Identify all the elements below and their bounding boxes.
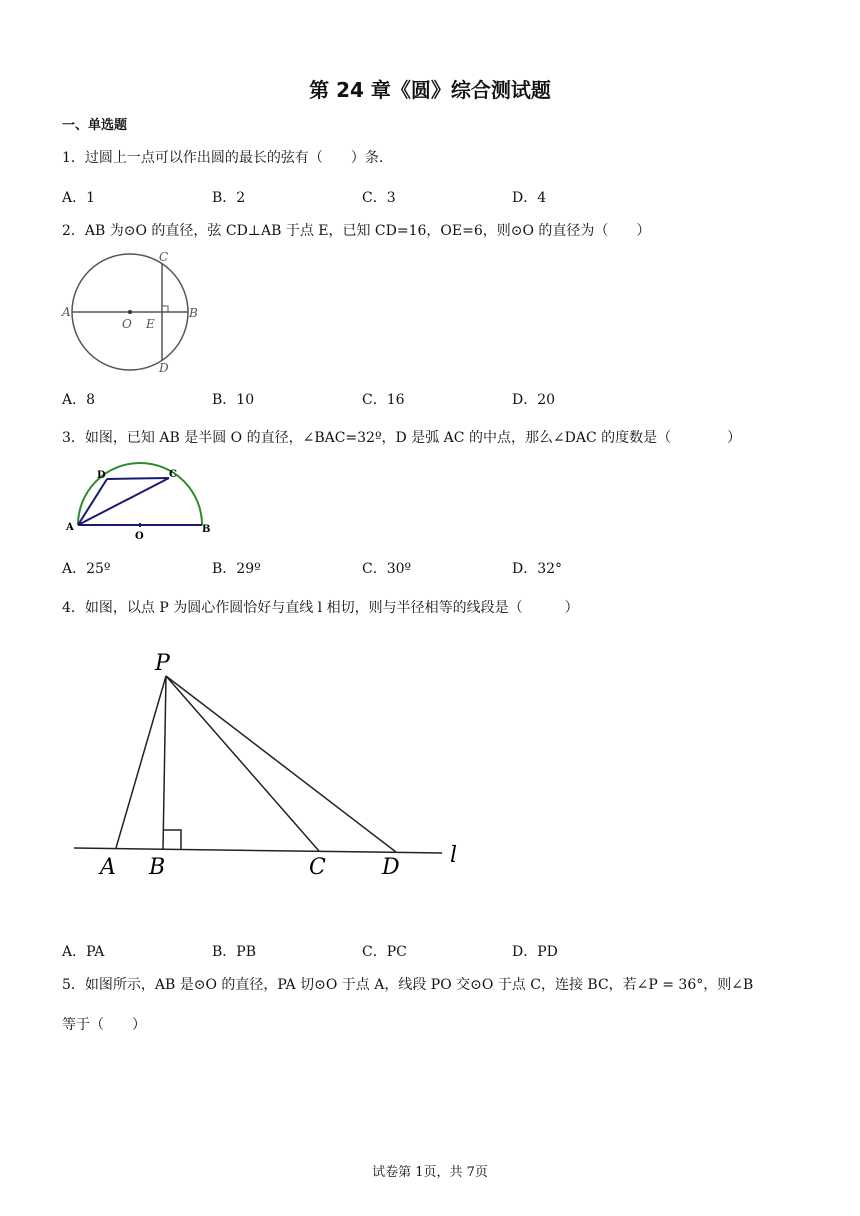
label-d: D — [382, 855, 400, 880]
option-c: C．PC — [362, 944, 407, 960]
option-b: B．PB — [212, 944, 256, 960]
option-d: D．4 — [512, 190, 547, 206]
label-p: P — [155, 651, 170, 676]
label-a: A — [62, 305, 71, 319]
option-b: B．2 — [212, 190, 246, 206]
option-c: C．30º — [362, 561, 412, 577]
option-a: A．PA — [62, 944, 105, 960]
option-d: D．PD — [512, 944, 558, 960]
right-angle-mark — [163, 830, 181, 849]
label-a: A — [100, 855, 116, 880]
option-b: B．29º — [212, 561, 261, 577]
question-4-figure — [70, 640, 470, 885]
option-d: D．32° — [512, 561, 563, 577]
label-a: A — [66, 522, 74, 533]
segment-pc — [166, 676, 319, 851]
option-a: A．8 — [62, 392, 96, 408]
label-o: O — [122, 317, 132, 331]
question-1-text: 1．过圆上一点可以作出圆的最长的弦有（ ）条. — [62, 150, 384, 166]
option-c: C．16 — [362, 392, 405, 408]
label-c: C — [169, 469, 177, 480]
question-3-options — [62, 558, 822, 578]
label-b: B — [149, 855, 166, 880]
question-4-text: 4．如图，以点 P 为圆心作圆恰好与直线 l 相切，则与半径相等的线段是（ ） — [62, 600, 579, 616]
label-b: B — [202, 524, 211, 535]
label-d: D — [159, 361, 169, 375]
question-3-figure — [62, 462, 217, 542]
section-heading: 一、单选题 — [62, 118, 128, 133]
option-b: B．10 — [212, 392, 255, 408]
label-c: C — [309, 855, 326, 880]
segment-dc — [107, 478, 169, 479]
label-l: l — [450, 843, 458, 868]
label-o: O — [135, 531, 144, 542]
label-b: B — [189, 306, 198, 320]
label-c: C — [159, 250, 169, 264]
question-2-figure — [60, 248, 205, 376]
question-2-text: 2．AB 为⊙O 的直径，弦 CD⊥AB 于点 E，已知 CD=16，OE=6，则⊙O 的直径为（ ） — [62, 223, 651, 239]
question-3-text: 3．如图，已知 AB 是半圆 O 的直径，∠BAC=32º，D 是弧 AC 的中点，那么∠DAC 的度数是（ ） — [62, 430, 742, 446]
center-dot — [128, 310, 132, 314]
question-5-text-cont: 等于（ ） — [62, 1017, 146, 1033]
page-title: 第 24 章《圆》综合测试题 — [309, 78, 551, 102]
segment-pd — [166, 676, 396, 852]
page-footer: 试卷第 1页，共 7页 — [372, 1165, 488, 1180]
option-a: A．25º — [62, 561, 111, 577]
option-c: C．3 — [362, 190, 396, 206]
question-4-options — [62, 941, 822, 961]
option-a: A．1 — [62, 190, 96, 206]
right-angle-mark — [162, 306, 168, 312]
line-l — [74, 848, 442, 853]
segment-pb — [163, 676, 166, 849]
question-5-text: 5．如图所示，AB 是⊙O 的直径，PA 切⊙O 于点 A，线段 PO 交⊙O 于点 C，连接 BC，若∠P = 36°，则∠B — [62, 977, 754, 993]
segment-pa — [116, 676, 166, 848]
option-d: D．20 — [512, 392, 556, 408]
label-d: D — [97, 470, 106, 481]
label-e: E — [146, 317, 155, 331]
question-1-options — [62, 187, 822, 207]
question-2-options — [62, 389, 822, 409]
